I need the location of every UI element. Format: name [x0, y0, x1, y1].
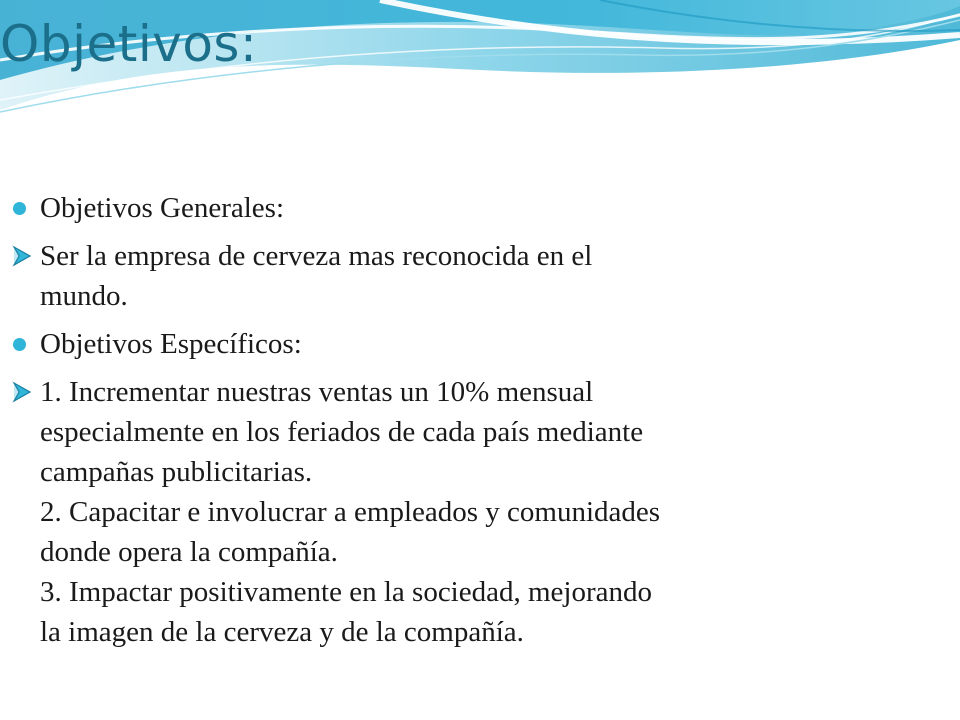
bullet-item	[0, 236, 900, 316]
arrow-bullet-icon	[11, 381, 33, 403]
bullet-text: 1. Incrementar nuestras ventas un 10% mensual	[40, 376, 594, 408]
bullet-text: Objetivos Generales:	[40, 192, 285, 224]
slide-title: Objetivos:	[0, 15, 258, 73]
bullet-item	[0, 372, 900, 652]
bullet-text: donde opera la compañía.	[40, 536, 338, 568]
bullet-text: mundo.	[40, 280, 128, 312]
dot-bullet-icon	[13, 202, 26, 215]
bullet-list	[0, 188, 900, 660]
bullet-text: especialmente en los feriados de cada país mediante	[40, 416, 644, 448]
dot-bullet-icon	[13, 338, 26, 351]
arrow-bullet-icon	[11, 245, 33, 267]
bullet-text: Objetivos Específicos:	[40, 328, 302, 360]
bullet-text: campañas publicitarias.	[40, 456, 313, 488]
bullet-text: 3. Impactar positivamente en la sociedad, mejorando	[40, 576, 653, 608]
bullet-text: la imagen de la cerveza y de la compañía.	[40, 616, 524, 648]
bullet-item	[0, 188, 900, 228]
bullet-item	[0, 324, 900, 364]
bullet-text: 2. Capacitar e involucrar a empleados y comunidades	[40, 496, 661, 528]
bullet-text: Ser la empresa de cerveza mas reconocida en el	[40, 240, 593, 272]
